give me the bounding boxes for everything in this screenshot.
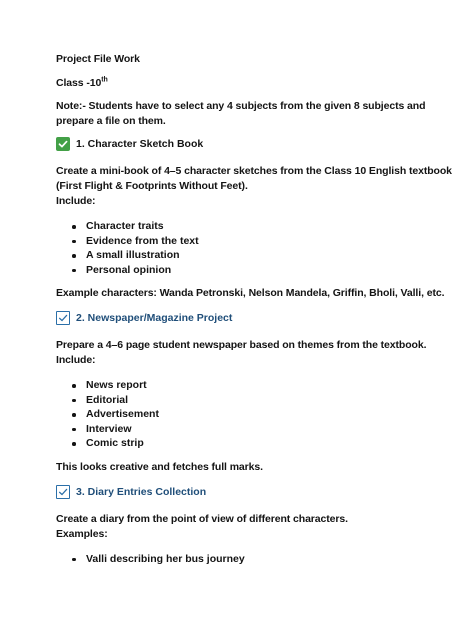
list-item-text: Interview [86,422,132,435]
section-2-desc-line-1: Prepare a 4–6 page student newspaper based on themes from the textbook. [56,339,427,351]
list-item-text: Evidence from the text [86,234,199,247]
bullet-icon [72,428,76,432]
class-label [56,76,456,91]
section-3-description [56,512,456,542]
bullet-icon [72,240,76,244]
list-item [56,407,456,422]
section-1-desc-line-2: (First Flight & Footprints Without Feet). [56,180,248,192]
list-item-text: Personal opinion [86,263,172,276]
check-mark-button-icon [56,137,70,151]
section-2-list [56,378,456,451]
section-1-description [56,164,456,209]
list-item-text: News report [86,379,147,391]
section-1-desc-line-3: Include: [56,195,96,207]
bullet-icon [72,384,76,388]
note-line-1: Note:- Students have to select any 4 subjects from the given 8 subjects and [56,100,426,112]
document-page [56,52,456,566]
list-item [56,248,456,263]
list-item [56,552,456,567]
list-item [56,219,456,234]
section-3-desc-line-2: Examples: [56,527,108,540]
list-item [56,422,456,437]
list-item [56,393,456,408]
list-item-text: Advertisement [86,408,159,420]
list-item-text: A small illustration [86,249,180,261]
section-1-list [56,219,456,277]
section-2-title: 2. Newspaper/Magazine Project [76,312,233,324]
check-mark-icon [58,313,68,323]
section-1-footer: Example characters: Wanda Petronski, Nelson Mandela, Griffin, Bholi, Valli, etc. [56,287,445,299]
list-item [56,378,456,393]
section-1-title: 1. Character Sketch Book [76,138,204,150]
section-3-heading [56,484,456,500]
list-item-text: Comic strip [86,437,144,449]
bullet-icon [72,399,76,403]
list-item [56,436,456,451]
list-item-text: Character traits [86,220,164,232]
note-line-2: prepare a file on them. [56,115,166,127]
section-2-heading [56,310,456,326]
check-mark-icon [58,487,68,497]
class-superscript: th [101,76,108,84]
section-2-footer: This looks creative and fetches full marks. [56,460,263,473]
list-item [56,263,456,278]
bullet-icon [72,254,76,258]
bullet-icon [72,269,76,273]
section-1-heading [56,136,456,152]
list-item-text: Valli describing her bus journey [86,552,245,565]
bullet-icon [72,442,76,446]
bullet-icon [72,225,76,229]
document-title: Project File Work [56,53,140,65]
check-mark-icon [58,139,68,149]
section-2-description [56,338,456,368]
section-3-list [56,552,456,567]
section-3-title: 3. Diary Entries Collection [76,485,207,498]
list-item-text: Editorial [86,393,129,406]
bullet-icon [72,413,76,417]
note-block [56,99,456,129]
class-text: Class -10 [56,77,102,89]
list-item [56,234,456,249]
check-box-icon [56,311,70,325]
section-3-desc-line-1: Create a diary from the point of view of different characters. [56,512,348,525]
check-box-icon [56,485,70,499]
bullet-icon [72,558,76,562]
section-2-desc-line-2: Include: [56,354,96,366]
section-1-desc-line-1: Create a mini-book of 4–5 character sketches from the Class 10 English textbook [56,165,452,177]
